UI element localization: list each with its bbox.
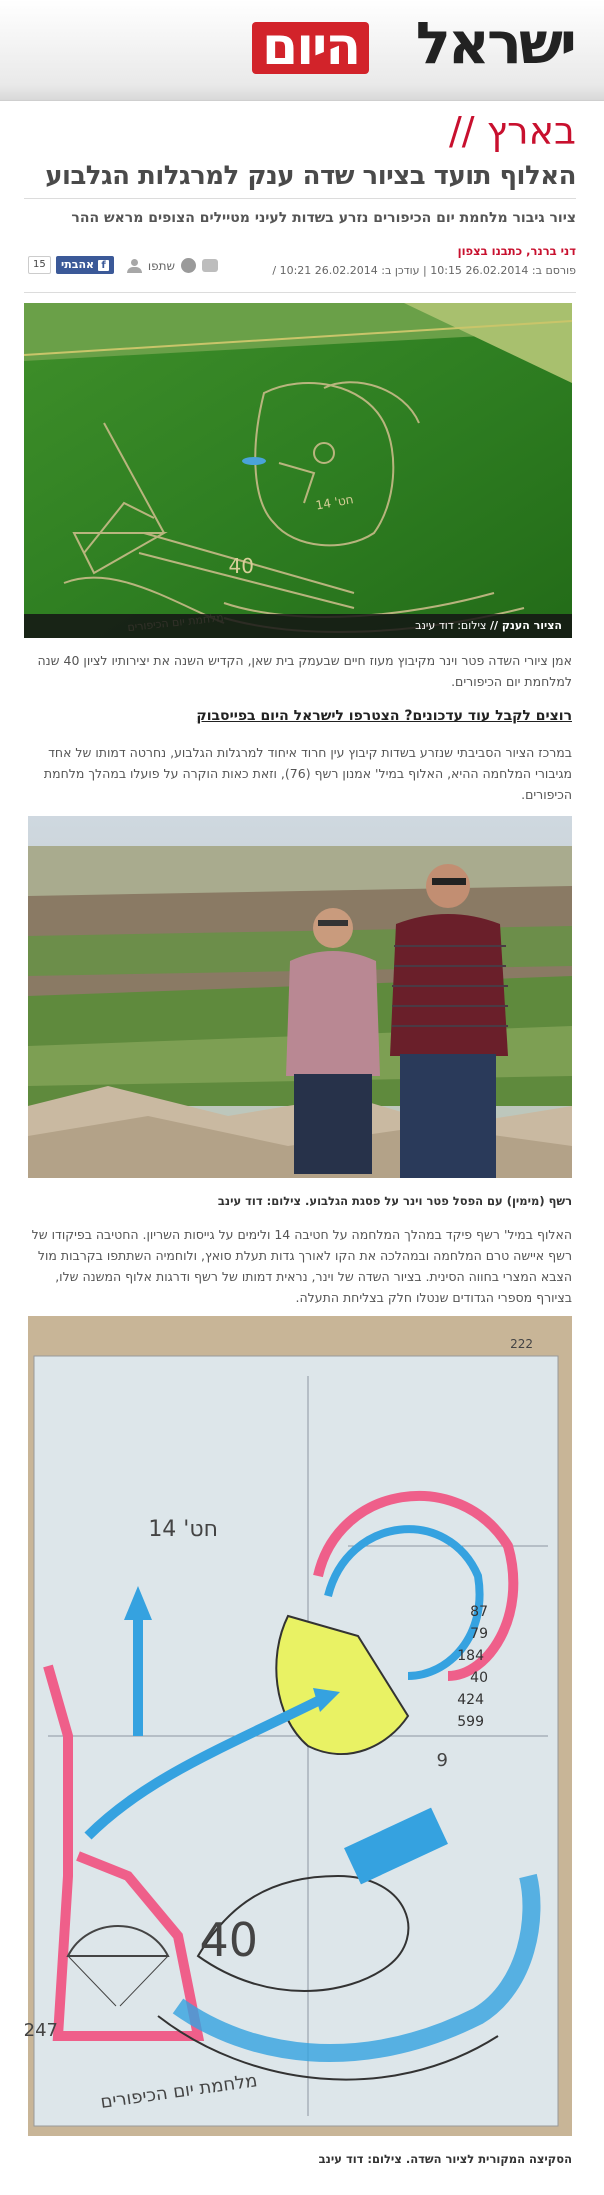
facebook-like-button[interactable]: [56, 256, 114, 274]
field-number-40: 40: [228, 554, 254, 578]
helmet-number: 424: [457, 1692, 484, 1708]
sketch-brigade-label: חט' 14: [148, 1517, 218, 1542]
photo1-caption: [24, 614, 572, 638]
reshef-photo: [28, 816, 572, 1178]
field-drawing-photo: [24, 303, 572, 638]
facebook-like-count: 15: [28, 256, 51, 274]
user-icon[interactable]: [126, 259, 142, 273]
site-logo[interactable]: [252, 9, 574, 80]
publish-dates: פורסם ב: 26.02.2014 10:15 | עודכן ב: 26.02.2014 10:21 /: [272, 264, 576, 277]
logo-word-hayom: היום: [252, 22, 369, 74]
author-link[interactable]: דני ברנר, כתבנו בצפון: [457, 244, 576, 258]
paraglider-icon: [242, 457, 266, 465]
photo1-caption-title: הציור הענק //: [489, 619, 562, 632]
paragraph-1: אמן ציורי השדה פטר וינר מקיבוץ מעוז חיים שבעמק בית שאן, הקדיש השנה את יצירותיו לציון 40 שנה למלחמת יום הכיפורים.: [37, 653, 572, 689]
helmet-number: 40: [470, 1670, 488, 1686]
sketch-rank-9: 9: [436, 1750, 448, 1771]
photo1-caption-credit: צילום: דוד עינב: [415, 619, 487, 632]
share-label[interactable]: שתפו: [147, 258, 175, 273]
reshef-image: [28, 816, 572, 1178]
article-subtitle: ציור גיבור מלחמת יום הכיפורים נזרע בשדות לעיני מטיילים הצופים מראש ההר: [71, 210, 576, 226]
sketch-number-247: 247: [23, 2020, 58, 2041]
share-icon[interactable]: [181, 258, 196, 273]
facebook-like-label: אהבתי: [61, 258, 95, 271]
share-toolbar: [126, 258, 218, 273]
sketch-war-label: מלחמת יום הכיפורים: [99, 2070, 259, 2113]
sketch-photo: [23, 1316, 572, 2136]
paragraph-2: במרכז הציור הסביבתי שנזרע בשדות קיבוץ עין חרוד איחוד למרגלות הגלבוע, נחרטה דמותו של אחד מגיבורי המלחמה ההיא, האלוף במיל' אמנון רשף (76), וזאת כאות הוקרה על פועלו במהלך מלחמת הכיפורים.: [43, 745, 572, 802]
field-drawing-image: [24, 303, 572, 638]
divider: [24, 292, 576, 293]
byline-bar: [24, 242, 576, 292]
facebook-cta-link[interactable]: רוצים לקבל עוד עדכונים? הצטרפו לישראל היום בפייסבוק: [196, 708, 572, 724]
photo2-caption: רשף (מימין) עם הפסל פטר וינר על פסגת הגלבוע. צילום: דוד עינב: [217, 1194, 572, 1208]
helmet-number: 599: [457, 1714, 484, 1730]
site-header: [0, 0, 604, 101]
section-title[interactable]: בארץ //: [448, 109, 576, 153]
field-brigade-label: חט' 14: [314, 492, 355, 513]
sketch-edge-number: 222: [510, 1337, 533, 1351]
sketch-number-40: 40: [199, 1913, 258, 1967]
helmet-number: 87: [470, 1604, 488, 1620]
comment-icon[interactable]: [202, 259, 218, 272]
paragraph-3: האלוף במיל' רשף פיקד במהלך המלחמה על חטיבה 14 ולימים על גייסות השריון. החטיבה בפיקודו של רשף איישה טרם המלחמה ובמהלכה את הקו לאורך גדות תעלת סואץ, ולוחמיה השתתפו בקרבות מול הצבא המצרי בחווה הסינית. בציור השדה של וינר, נראית דמותו של רשף ודרגות אלוף המשנה שלו, בציורף מספרי הגדודים שנטלו חלק בצליחת התעלה.: [31, 1227, 572, 1305]
photo3-caption: הסקיצה המקורית לציור השדה. צילום: דוד עינב: [318, 2152, 572, 2166]
sketch-image: [23, 1316, 572, 2136]
helmet-number: 79: [470, 1626, 488, 1642]
divider: [24, 198, 576, 199]
article-headline: האלוף תועד בציור שדה ענק למרגלות הגלבוע: [45, 161, 576, 191]
facebook-icon: f: [98, 260, 109, 271]
logo-word-israel: ישראל: [415, 9, 574, 77]
helmet-number: 184: [457, 1648, 484, 1664]
